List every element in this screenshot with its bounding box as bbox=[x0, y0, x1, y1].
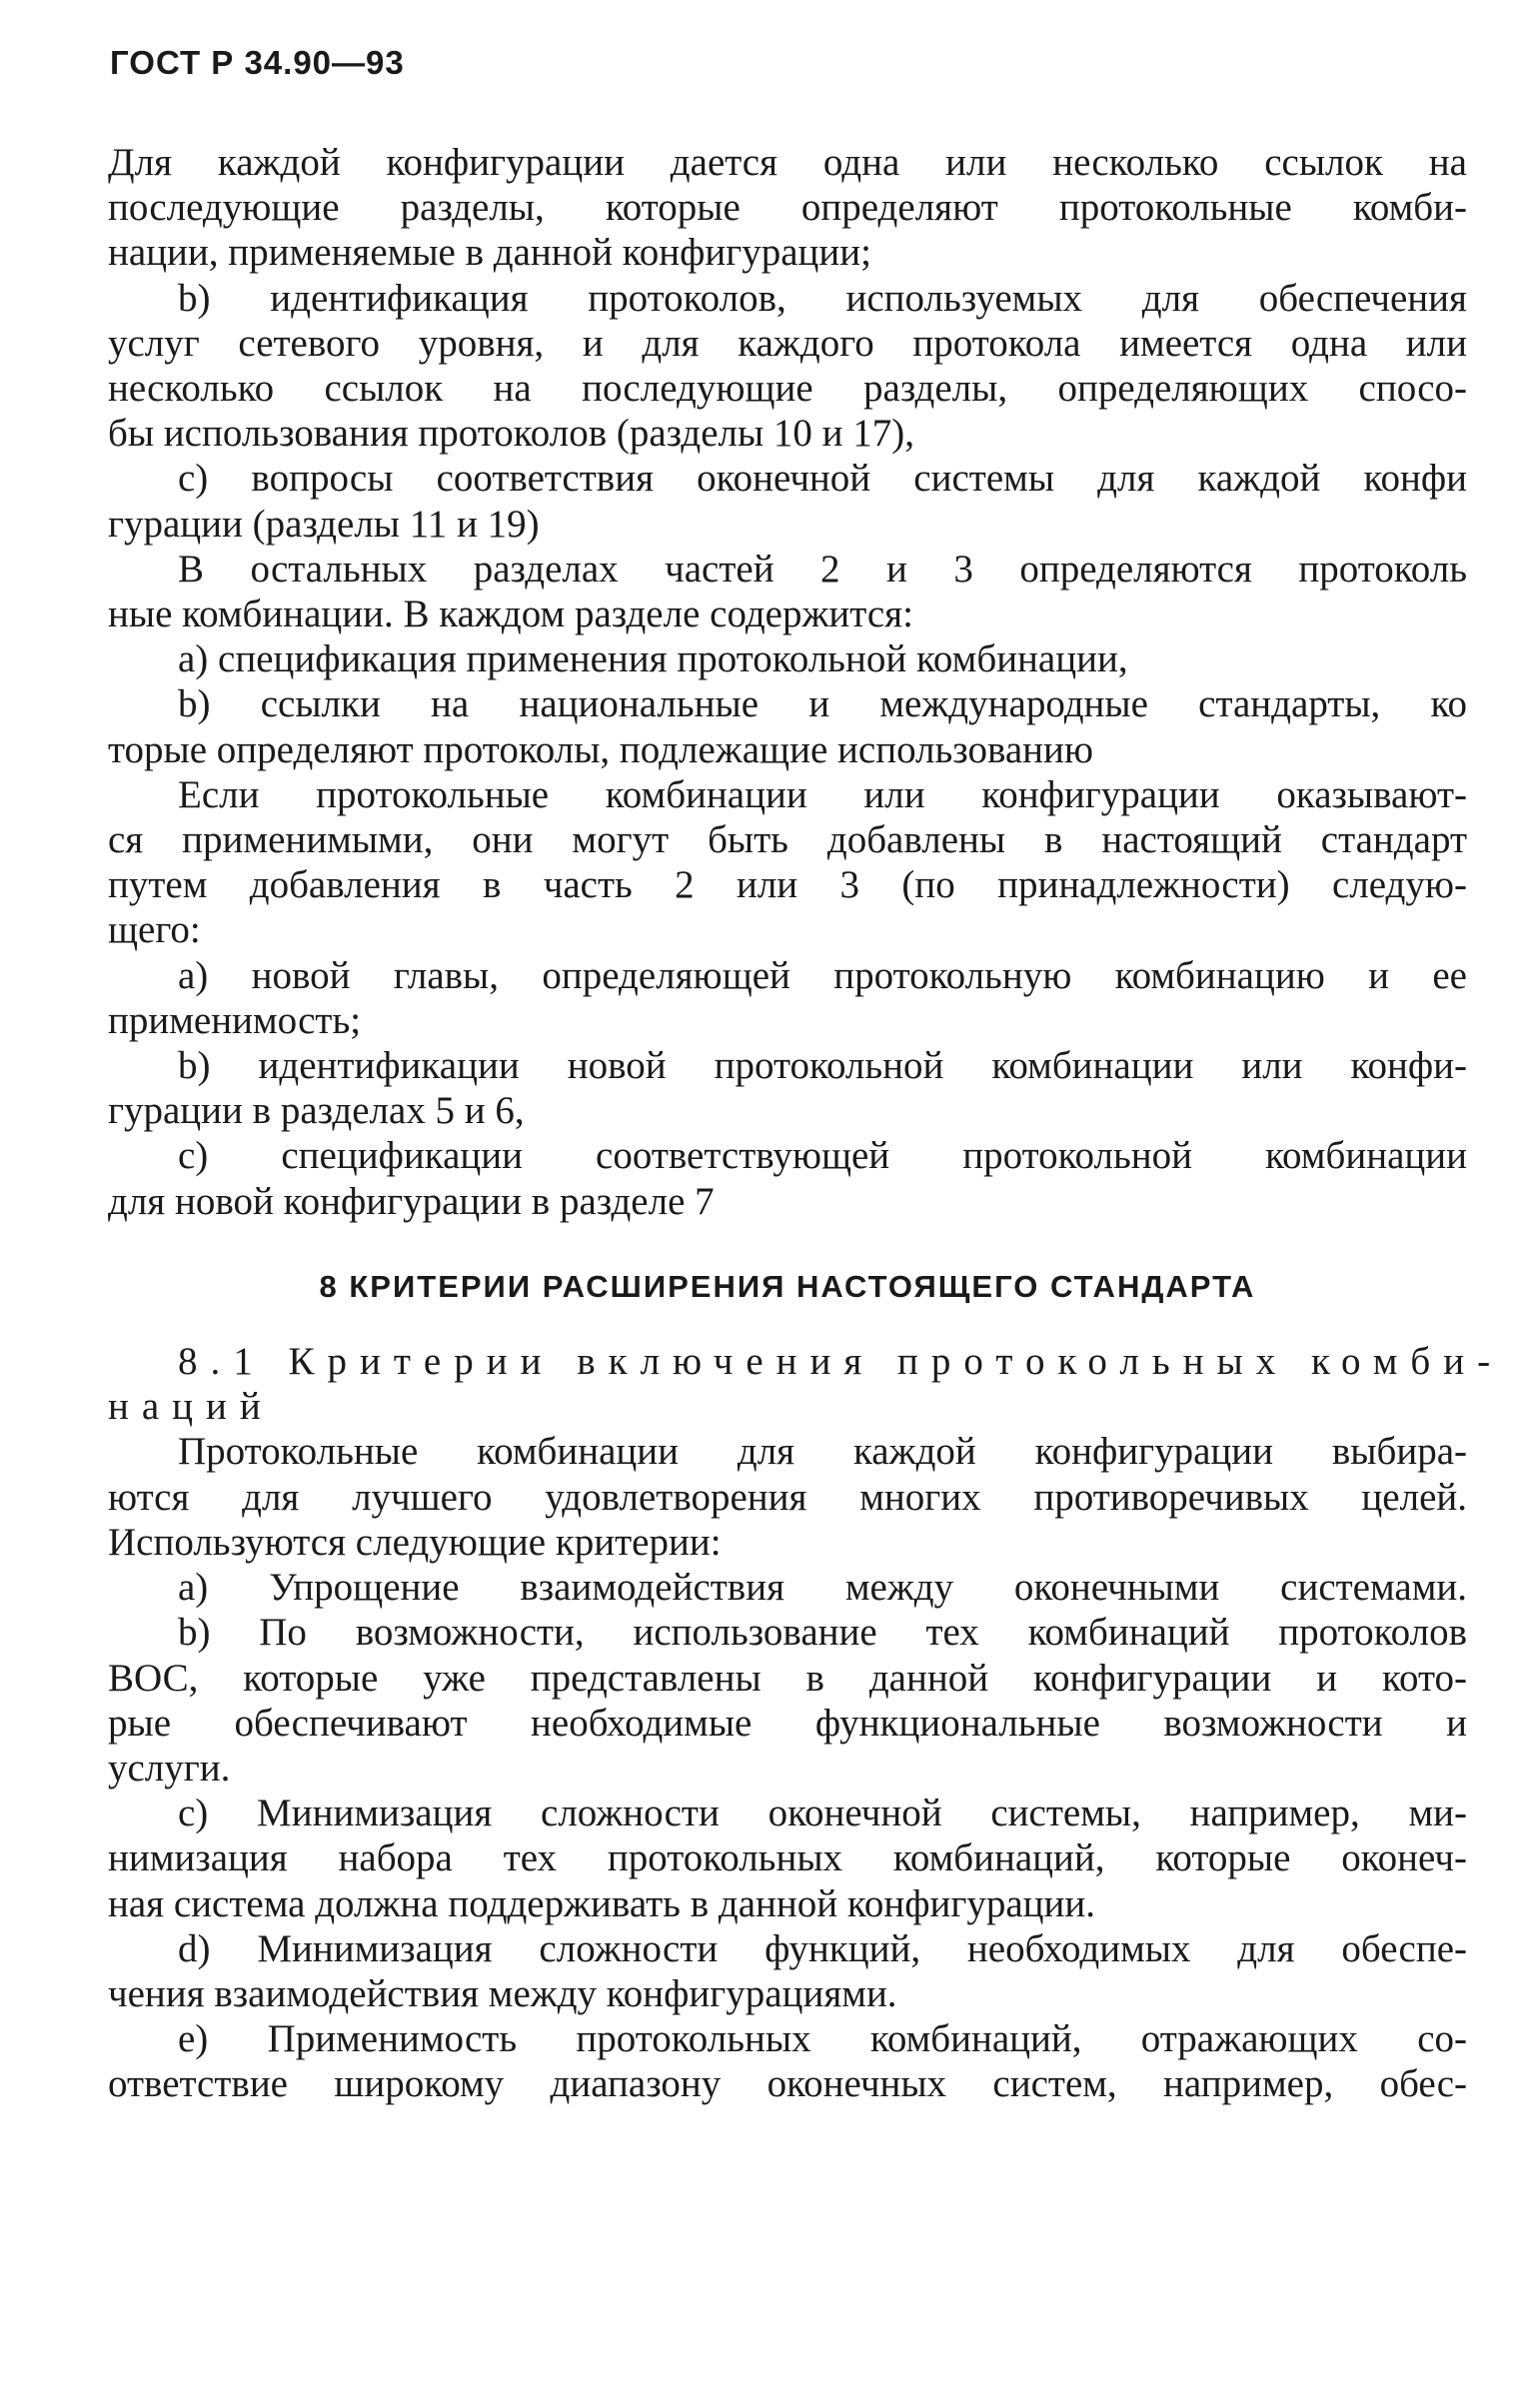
list-item-c: c) вопросы соответствия оконечной системы для каждой конфи bbox=[178, 457, 1467, 501]
list-item-b: b) идентификация протоколов, используемых для обеспечения bbox=[178, 276, 1467, 320]
list-item-c: c) спецификации соответствующей протокольной комбинации bbox=[178, 1134, 1467, 1178]
text-line: ответствие широкому диапазону оконечных систем, например, обес- bbox=[108, 2062, 1467, 2106]
paragraph-start: Если протокольные комбинации или конфигурации оказывают- bbox=[178, 772, 1467, 816]
text-line: применимость; bbox=[108, 998, 362, 1042]
subsection-heading-cont: наций bbox=[108, 1385, 274, 1429]
text-line: торые определяют протоколы, подлежащие использованию bbox=[108, 727, 1094, 771]
text-line: ются для лучшего удовлетворения многих противоречивых целей. bbox=[108, 1475, 1467, 1519]
page-header: ГОСТ Р 34.90—93 bbox=[110, 44, 405, 81]
list-item-b: b) идентификации новой протокольной комбинации или конфи- bbox=[178, 1044, 1467, 1088]
section-heading: 8 КРИТЕРИИ РАСШИРЕНИЯ НАСТОЯЩЕГО СТАНДАРТА bbox=[319, 1268, 1256, 1304]
text-line: Для каждой конфигурации дается одна или несколько ссылок на bbox=[108, 141, 1467, 184]
text-line: нимизация набора тех протокольных комбинаций, которые оконеч- bbox=[108, 1836, 1467, 1880]
text-line: для новой конфигурации в разделе 7 bbox=[108, 1179, 715, 1223]
criterion-d: d) Минимизация сложности функций, необходимых для обеспе- bbox=[178, 1926, 1467, 1970]
criterion-e: e) Применимость протокольных комбинаций, отражающих со- bbox=[178, 2017, 1467, 2061]
page-body bbox=[108, 140, 1504, 2107]
text-line: ные комбинации. В каждом разделе содержится: bbox=[108, 593, 913, 636]
text-line: рые обеспечивают необходимые функциональные возможности и bbox=[108, 1701, 1467, 1745]
text-line: путем добавления в часть 2 или 3 (по принадлежности) следую- bbox=[108, 863, 1467, 907]
text-line: услуг сетевого уровня, и для каждого протокола имеется одна или bbox=[108, 321, 1467, 365]
text-line: нации, применяемые в данной конфигурации; bbox=[108, 231, 872, 275]
criterion-a: a) Упрощение взаимодействия между оконечными системами. bbox=[178, 1566, 1467, 1610]
list-item-a: a) новой главы, определяющей протокольную комбинацию и ее bbox=[178, 953, 1467, 997]
text-line: Используются следующие критерии: bbox=[108, 1520, 722, 1564]
list-item-a: a) спецификация применения протокольной комбинации, bbox=[178, 637, 1128, 681]
paragraph-start: В остальных разделах частей 2 и 3 определяются протоколь bbox=[178, 547, 1467, 591]
criterion-b: b) По возможности, использование тех комбинаций протоколов bbox=[178, 1611, 1467, 1655]
list-item-b: b) ссылки на национальные и международные стандарты, ко bbox=[178, 682, 1467, 726]
text-line: последующие разделы, которые определяют протокольные комби- bbox=[108, 186, 1467, 230]
text-line: ная система должна поддерживать в данной конфигурации. bbox=[108, 1881, 1096, 1925]
text-line: чения взаимодействия между конфигурациями. bbox=[108, 1971, 897, 2015]
subsection-heading: 8.1 Критерии включения протокольных комби- bbox=[178, 1340, 1504, 1384]
text-line: гурации в разделах 5 и 6, bbox=[108, 1089, 525, 1133]
text-line: щего: bbox=[108, 908, 201, 952]
text-line: бы использования протоколов (разделы 10 и 17), bbox=[108, 412, 915, 456]
text-line: ВОС, которые уже представлены в данной конфигурации и кото- bbox=[108, 1656, 1467, 1700]
text-line: ся применимыми, они могут быть добавлены в настоящий стандарт bbox=[108, 818, 1467, 862]
criterion-c: c) Минимизация сложности оконечной системы, например, ми- bbox=[178, 1792, 1467, 1835]
text-line: услуги. bbox=[108, 1746, 231, 1790]
text-line: несколько ссылок на последующие разделы, определяющих спосо- bbox=[108, 367, 1467, 411]
text-line: гурации (разделы 11 и 19) bbox=[108, 502, 540, 546]
paragraph-start: Протокольные комбинации для каждой конфигурации выбира- bbox=[178, 1430, 1467, 1474]
